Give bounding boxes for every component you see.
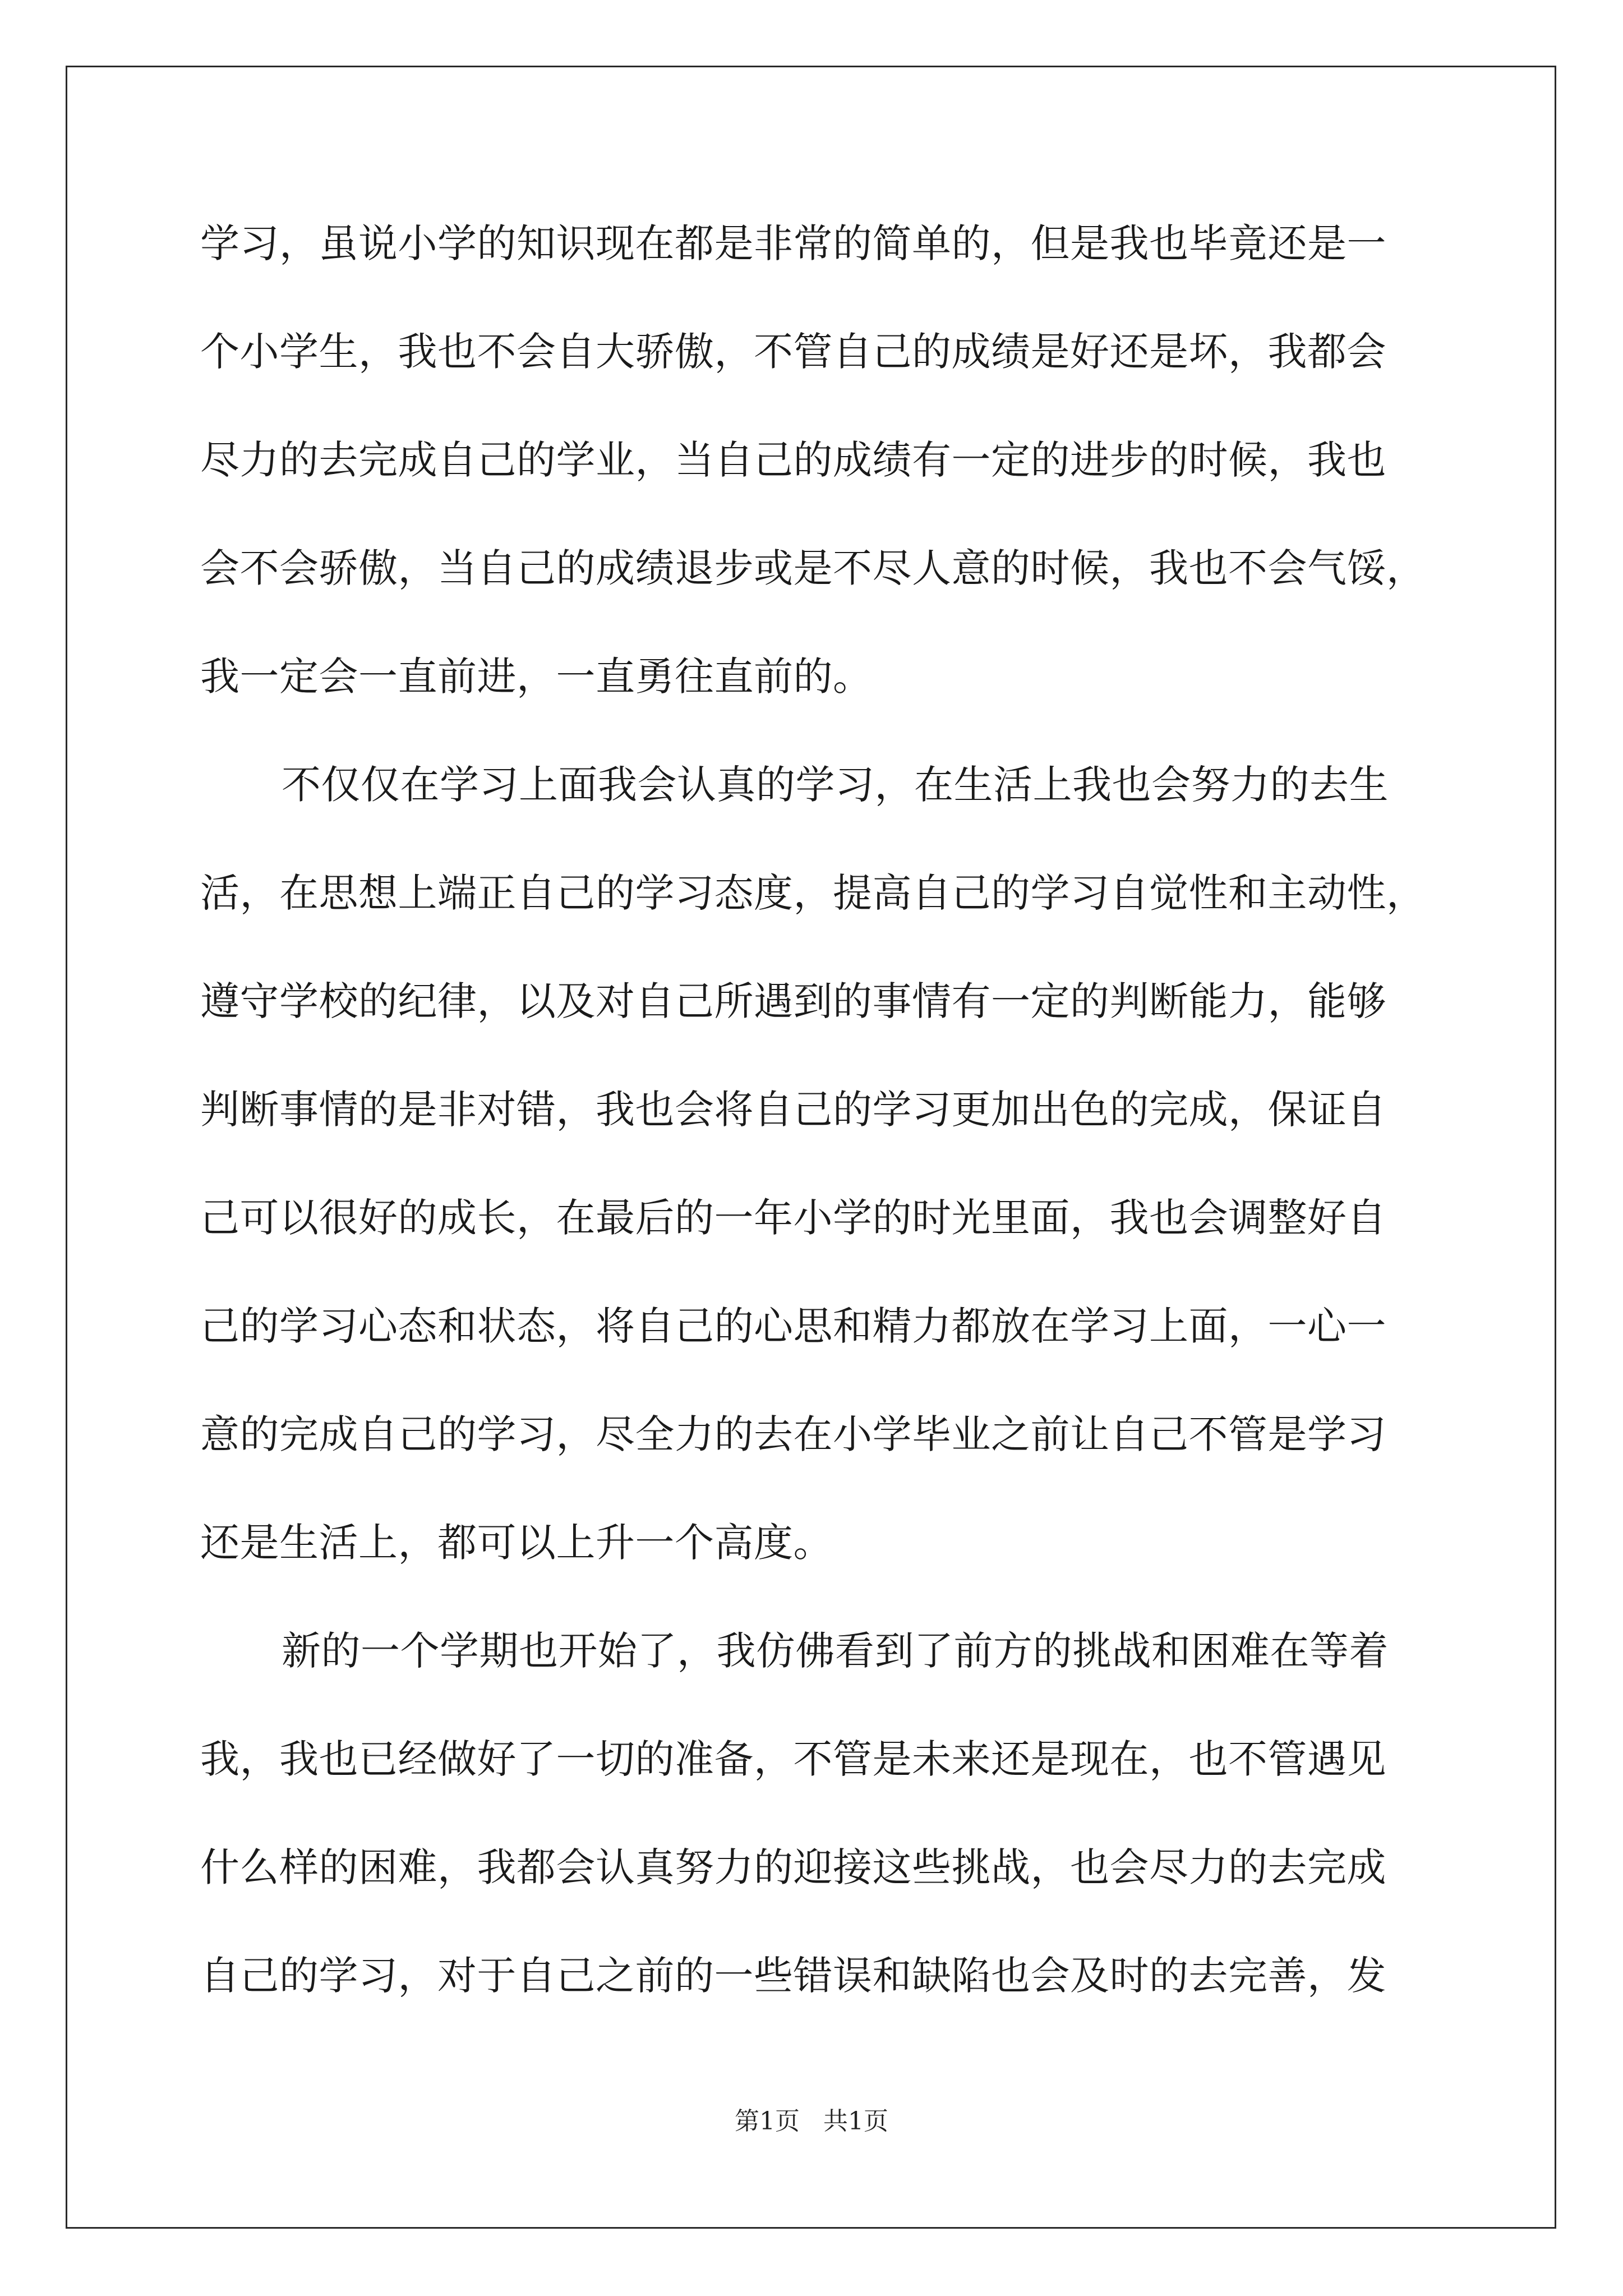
- text-line: 学习，虽说小学的知识现在都是非常的简单的，但是我也毕竟还是一: [200, 220, 1386, 266]
- text-line: 意的完成自己的学习，尽全力的去在小学毕业之前让自己不管是学习: [200, 1411, 1386, 1457]
- text-line: 会不会骄傲，当自己的成绩退步或是不尽人意的时候，我也不会气馁，: [200, 545, 1426, 591]
- text-line: 判断事情的是非对错，我也会将自己的学习更加出色的完成，保证自: [200, 1087, 1386, 1133]
- text-line: 我，我也已经做好了一切的准备，不管是未来还是现在，也不管遇见: [200, 1736, 1386, 1782]
- text-line: 活，在思想上端正自己的学习态度，提高自己的学习自觉性和主动性，: [200, 870, 1426, 916]
- page-number: 第1页: [735, 2107, 800, 2136]
- text-line: 不仅仅在学习上面我会认真的学习，在生活上我也会努力的去生: [282, 762, 1389, 808]
- text-line: 尽力的去完成自己的学业，当自己的成绩有一定的进步的时候，我也: [200, 437, 1386, 483]
- text-line: 什么样的困难，我都会认真努力的迎接这些挑战，也会尽力的去完成: [200, 1844, 1386, 1890]
- text-line: 自己的学习，对于自己之前的一些错误和缺陷也会及时的去完善，发: [200, 1953, 1386, 1999]
- text-line: 遵守学校的纪律，以及对自己所遇到的事情有一定的判断能力，能够: [200, 978, 1386, 1024]
- text-line: 还是生活上，都可以上升一个高度。: [200, 1520, 833, 1566]
- text-line: 我一定会一直前进，一直勇往直前的。: [200, 654, 873, 700]
- page-footer: [0, 2101, 1623, 2137]
- text-line: 己可以很好的成长，在最后的一年小学的时光里面，我也会调整好自: [200, 1195, 1386, 1241]
- text-line: 新的一个学期也开始了，我仿佛看到了前方的挑战和困难在等着: [282, 1628, 1389, 1674]
- text-line: 己的学习心态和状态，将自己的心思和精力都放在学习上面，一心一: [200, 1303, 1386, 1349]
- footer-spacer: [800, 2107, 823, 2136]
- text-line: 个小学生，我也不会自大骄傲，不管自己的成绩是好还是坏，我都会: [200, 329, 1386, 375]
- page-total: 共1页: [823, 2107, 888, 2136]
- document-body: [200, 190, 1434, 2030]
